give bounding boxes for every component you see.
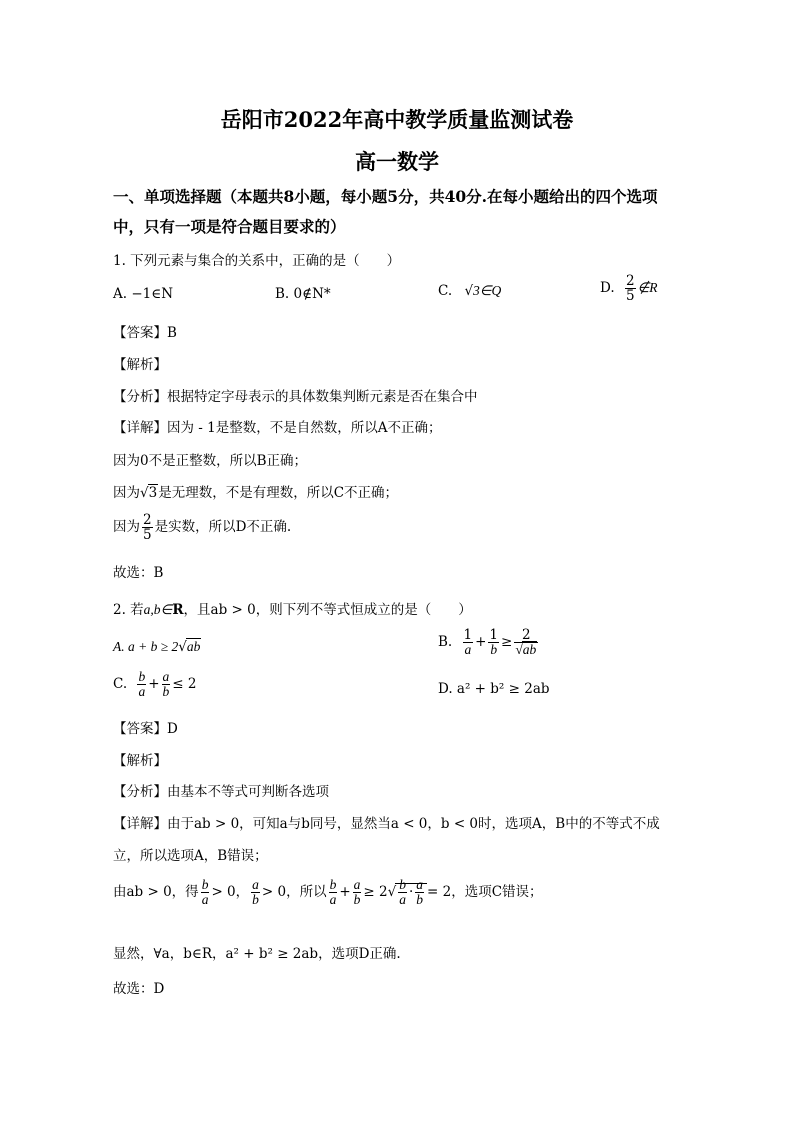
q1-analysis: 【解析】 xyxy=(113,357,167,373)
q2-detail-3-a: 由ab > 0，得 xyxy=(113,884,199,901)
section-heading-line2: 中，只有一项是符合题目要求的） xyxy=(113,217,346,236)
q1-detail-4-pre: 因为 xyxy=(113,519,140,536)
q2-option-c-rest: ≤ 2 xyxy=(172,676,197,693)
q2-detail-3-f1-num: b xyxy=(201,877,209,892)
q1-option-d-rest: ∉R xyxy=(637,280,658,296)
q2-option-a-pre: A. a + b ≥ 2 xyxy=(113,639,179,654)
q2-option-d: D. a² + b² ≥ 2ab xyxy=(438,681,550,697)
q2-option-b-num2: 1 xyxy=(489,627,499,643)
q2-detail-3-f3-den: a xyxy=(329,892,337,908)
q1-option-c-label: C. xyxy=(438,283,453,299)
q2-detail-3-d: ≥ 2 xyxy=(363,884,388,901)
q1-option-d-numerator: 2 xyxy=(625,273,635,289)
q2-detail-3-c: > 0，所以 xyxy=(261,884,327,901)
q1-detail-4-denominator: 5 xyxy=(143,527,152,544)
q2-fenxi: 【分析】由基本不等式可判断各选项 xyxy=(113,784,329,800)
q2-option-b-ge: ≥ xyxy=(501,634,513,651)
q1-option-d-label: D. xyxy=(600,280,615,297)
q2-detail-2: 立，所以选项A，B错误； xyxy=(113,848,268,864)
q2-stem-real: R xyxy=(172,602,184,618)
q1-answer: 【答案】B xyxy=(113,325,177,341)
q1-stem: 1. 下列元素与集合的关系中，正确的是（ ） xyxy=(113,253,401,269)
q2-detail-3-f5-num: b xyxy=(399,877,406,892)
q1-detail-2: 因为0不是正整数，所以B正确； xyxy=(113,453,308,469)
q2-stem-post: ，且ab > 0，则下列不等式恒成立的是（ ） xyxy=(183,602,472,618)
q2-detail-3-f4-num: a xyxy=(353,877,361,892)
q2-option-c-label: C. xyxy=(113,676,128,693)
q1-detail-4-numerator: 2 xyxy=(143,512,152,528)
q2-detail-3-f1-den: a xyxy=(201,892,209,908)
q1-detail-3-pre: 因为 xyxy=(113,485,140,501)
q2-stem-set: a,b∈ xyxy=(143,602,173,617)
q2-option-b-den1: a xyxy=(464,642,472,658)
q2-detail-3-f6-num: a xyxy=(416,877,424,892)
q1-fenxi: 【分析】根据特定字母表示的具体数集判断元素是否在集合中 xyxy=(113,389,478,405)
q2-detail-3-f5-den: a xyxy=(399,892,406,908)
q2-detail-3-b: > 0， xyxy=(211,884,250,901)
q2-choose: 故选：D xyxy=(113,981,165,997)
q2-detail-3: 由ab > 0，得 $\frac{b}{a}$ > 0， $\frac{a}{b}$ > 0，所以 $\frac{b}{a}$ + $\frac{a}{b}$ ≥ 2√ $\frac{b}{a}$ · $\frac{a}{b}$ = 2，选项C错误； xyxy=(113,877,543,908)
q1-choose: 故选：B xyxy=(113,565,164,581)
q2-detail-3-f2-num: a xyxy=(252,877,259,892)
q2-option-c-num2: a xyxy=(162,669,170,684)
q2-option-c-num1: b xyxy=(138,669,146,684)
q2-detail-1: 【详解】由于ab > 0，可知a与b同号，显然当a < 0，b < 0时，选项A，B中的不等式不成 xyxy=(113,816,660,832)
q2-detail-3-f2-den: b xyxy=(252,892,259,908)
q1-option-d-denominator: 5 xyxy=(625,288,635,305)
q2-option-b-radicand: ab xyxy=(522,642,537,658)
q2-stem-pre: 2. 若 xyxy=(113,602,144,618)
q2-analysis: 【解析】 xyxy=(113,753,167,769)
section-heading-line1: 一、单项选择题（本题共8小题，每小题5分，共40分.在每小题给出的四个选项 xyxy=(113,187,658,206)
q1-detail-4-post: 是实数，所以D不正确. xyxy=(154,519,292,536)
q2-option-c-den2: b xyxy=(162,684,170,700)
q2-option-b-label: B. xyxy=(438,634,453,651)
q2-option-c: C. $\frac{b}{a}$ + $\frac{a}{b}$ ≤ 2 xyxy=(113,669,197,700)
q2-detail-4: 显然，∀a，b∈R，a² + b² ≥ 2ab，选项D正确. xyxy=(113,946,401,962)
q1-detail-1: 【详解】因为 - 1是整数，不是自然数，所以A不正确； xyxy=(113,420,442,436)
q2-option-b-num3: 2 xyxy=(514,628,538,643)
q2-option-c-den1: a xyxy=(138,684,146,700)
q2-detail-3-f3-num: b xyxy=(329,877,337,892)
page-title: 岳阳市2022年高中教学质量监测试卷 xyxy=(220,107,574,132)
q2-detail-3-f6-den: b xyxy=(416,892,424,908)
q2-detail-3-f4-den: b xyxy=(353,892,361,908)
q1-option-d xyxy=(600,274,658,303)
q1-option-c: C. √3∈Q xyxy=(438,283,502,299)
page-subtitle: 高一数学 xyxy=(355,149,439,174)
q2-option-b-den2: b xyxy=(490,642,498,658)
q1-option-b: B. 0∉N* xyxy=(275,286,331,302)
q2-option-b-num1: 1 xyxy=(463,627,473,643)
q2-option-a: A. a + b ≥ 2√ab xyxy=(113,639,201,655)
q1-detail-3: 因为√3是无理数，不是有理数，所以C不正确； xyxy=(113,485,399,501)
q2-detail-3-e: = 2，选项C错误； xyxy=(427,884,543,901)
q1-detail-3-radicand: 3 xyxy=(148,485,158,501)
q2-option-a-radicand: ab xyxy=(186,639,201,654)
q1-detail-3-post: 是无理数，不是有理数，所以C不正确； xyxy=(158,485,399,501)
q1-option-a: A. −1∈N xyxy=(113,286,174,302)
q2-option-b: B. $\frac{1}{a}$ + $\frac{1}{b}$ ≥ $\frac{2}{√ab}$ xyxy=(438,627,537,658)
q2-stem xyxy=(113,598,472,618)
q1-option-c-radicand: 3∈Q xyxy=(473,283,502,298)
q2-answer: 【答案】D xyxy=(113,721,178,737)
q1-detail-4 xyxy=(113,513,291,542)
